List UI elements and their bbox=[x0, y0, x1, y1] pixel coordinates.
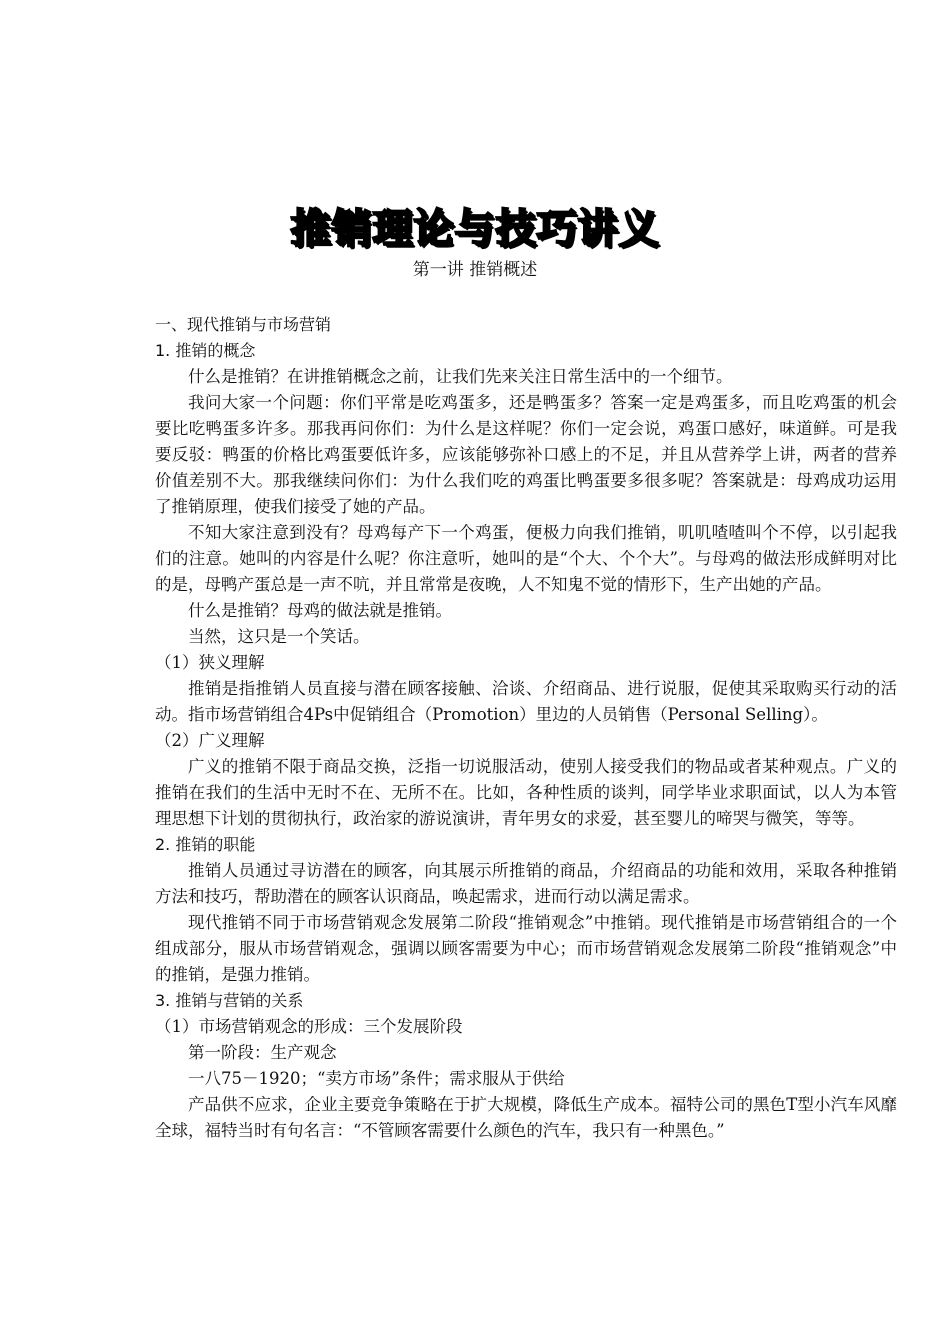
paragraph: 不知大家注意到没有？母鸡每产下一个鸡蛋，便极力向我们推销，叽叽喳喳叫个不停，以引起我们的注意。她叫的内容是什么呢？你注意听，她叫的是“个大、个个大”。与母鸡的做法形成鲜明对比的是，母鸭产蛋总是一声不吭，并且常常是夜晚，人不知鬼不觉的情形下，生产出她的产品。 bbox=[155, 523, 897, 594]
paragraph: 现代推销不同于市场营销观念发展第二阶段“推销观念”中推销。现代推销是市场营销组合的一个组成部分，服从市场营销观念，强调以顾客需要为中心；而市场营销观念发展第二阶段“推销观念”中的推销，是强力推销。 bbox=[155, 913, 897, 984]
document-title: 推销理论与技巧讲义 bbox=[290, 206, 660, 252]
lecture-subtitle: 第一讲 推销概述 bbox=[412, 260, 538, 280]
paragraph: 产品供不应求，企业主要竞争策略在于扩大规模，降低生产成本。福特公司的黑色T型小汽车风靡全球，福特当时有句名言：“不管顾客需要什么颜色的汽车，我只有一种黑色。” bbox=[155, 1095, 897, 1140]
paragraph: 第一阶段：生产观念 bbox=[188, 1043, 337, 1062]
heading-concept: 1. 推销的概念 bbox=[155, 341, 256, 360]
paragraph: 当然，这只是一个笑话。 bbox=[188, 627, 370, 646]
document-body bbox=[155, 312, 897, 1144]
paragraph: 推销人员通过寻访潜在的顾客，向其展示所推销的商品，介绍商品的功能和效用，采取各种推销方法和技巧，帮助潜在的顾客认识商品，唤起需求，进而行动以满足需求。 bbox=[155, 861, 897, 906]
paragraph: 什么是推销？在讲推销概念之前，让我们先来关注日常生活中的一个细节。 bbox=[188, 367, 733, 386]
subheading-broad: （2）广义理解 bbox=[155, 731, 265, 750]
heading-relation: 3. 推销与营销的关系 bbox=[155, 991, 304, 1010]
heading-function: 2. 推销的职能 bbox=[155, 835, 256, 854]
paragraph: 一八75－1920；“卖方市场”条件；需求服从于供给 bbox=[188, 1069, 565, 1088]
paragraph: 我问大家一个问题：你们平常是吃鸡蛋多，还是鸭蛋多？答案一定是鸡蛋多，而且吃鸡蛋的机会要比吃鸭蛋多许多。那我再问你们：为什么是这样呢？你们一定会说，鸡蛋口感好，味道鲜。可是我要反驳：鸭蛋的价格比鸡蛋要低许多，应该能够弥补口感上的不足，并且从营养学上讲，两者的营养价值差别不大。那我继续问你们：为什么我们吃的鸡蛋比鸭蛋要多很多呢？答案就是：母鸡成功运用了推销原理，使我们接受了她的产品。 bbox=[155, 393, 897, 516]
section-heading: 一、现代推销与市场营销 bbox=[155, 315, 332, 334]
subheading-narrow: （1）狭义理解 bbox=[155, 653, 265, 672]
paragraph: 推销是指推销人员直接与潜在顾客接触、洽谈、介绍商品、进行说服，促使其采取购买行动的活动。指市场营销组合4Ps中促销组合（Promotion）里边的人员销售（Personal Selling）。 bbox=[155, 679, 897, 724]
paragraph: 广义的推销不限于商品交换，泛指一切说服活动，使别人接受我们的物品或者某种观点。广义的推销在我们的生活中无时不在、无所不在。比如，各种性质的谈判，同学毕业求职面试，以人为本管理思想下计划的贯彻执行，政治家的游说演讲，青年男女的求爱，甚至婴儿的啼哭与微笑，等等。 bbox=[155, 757, 897, 828]
subheading-stages: （1）市场营销观念的形成：三个发展阶段 bbox=[155, 1017, 463, 1036]
paragraph: 什么是推销？母鸡的做法就是推销。 bbox=[188, 601, 452, 620]
